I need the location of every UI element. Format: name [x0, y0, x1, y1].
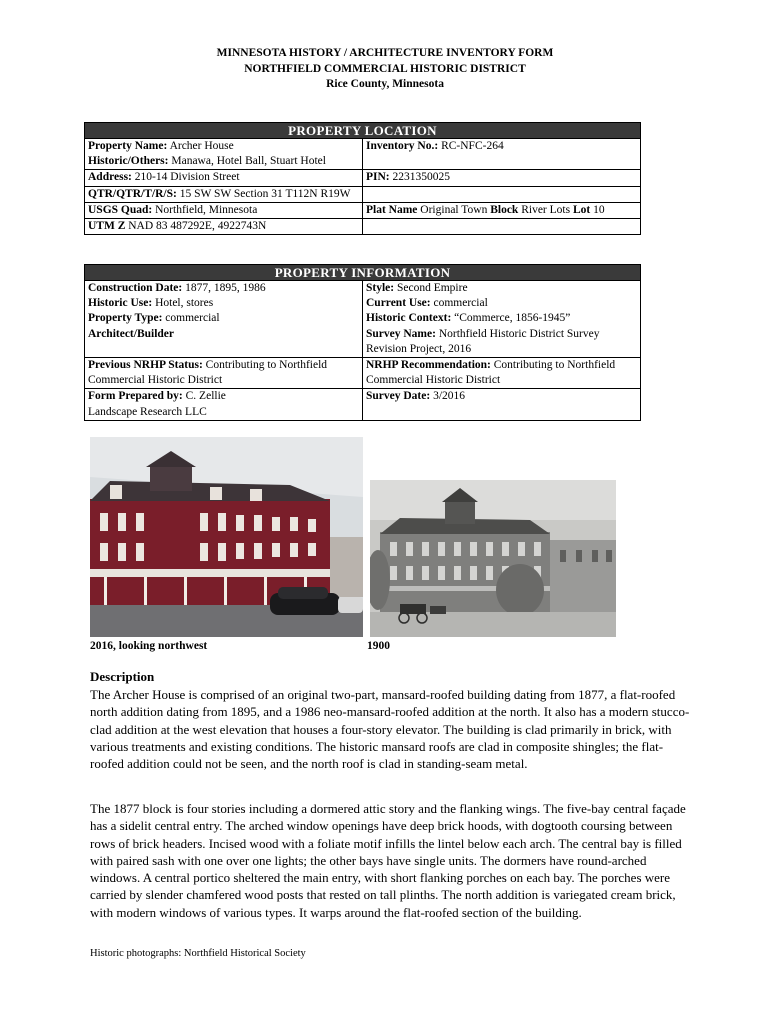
photo-caption-1900: 1900	[367, 640, 390, 652]
historic-use-label: Historic Use:	[88, 297, 153, 310]
description-paragraph-1: The Archer House is comprised of an original two-part, mansard-roofed building dating from 1877, a flat-roofed north addition dating from 1895, and a 1986 neo-mansard-roofed addition at the north. It also has a modern stucco-clad addition at the west elevation that houses a four-story elevator. The building is clad primarily in brick, with various treatments and existing conditions. The historic mansard roofs are clad in composite shingles; the flat-roofed addition could not be seen, and the north roof is clad in standing-seam metal.	[90, 687, 690, 772]
usgs-label: USGS Quad:	[88, 203, 153, 216]
historic-context-label: Historic Context:	[366, 312, 452, 325]
utm-cell	[85, 219, 363, 235]
usgs-value: Northfield, Minnesota	[155, 203, 258, 216]
current-use-label: Current Use:	[366, 297, 431, 310]
photo-credit-footer: Historic photographs: Northfield Historical Society	[90, 948, 306, 959]
plat-name-value: Original Town	[420, 203, 488, 216]
header-county: Rice County, Minnesota	[326, 78, 444, 90]
utm-label: UTM Z	[88, 220, 126, 233]
qtr-cell	[85, 186, 363, 202]
address-value: 210-14 Division Street	[134, 171, 240, 184]
block-label: Block	[490, 203, 519, 216]
inventory-no-cell	[363, 139, 641, 170]
pin-label: PIN:	[366, 171, 390, 184]
style-value: Second Empire	[396, 282, 468, 294]
prepared-org: Landscape Research LLC	[88, 405, 207, 418]
historic-others-value: Manawa, Hotel Ball, Stuart Hotel	[171, 155, 326, 168]
property-type-label: Property Type:	[88, 312, 163, 325]
survey-name-label: Survey Name:	[366, 327, 436, 340]
usgs-cell	[85, 202, 363, 218]
inventory-no-value: RC-NFC-264	[441, 140, 504, 152]
survey-date-label: Survey Date:	[366, 390, 431, 403]
architect-label: Architect/Builder	[88, 327, 175, 340]
plat-name-label: Plat Name	[366, 203, 418, 216]
address-label: Address:	[88, 171, 132, 184]
current-use-value: commercial	[433, 297, 488, 310]
empty-cell	[363, 219, 641, 235]
qtr-label: QTR/QTR/T/R/S:	[88, 187, 177, 200]
info-right-group-1	[363, 281, 641, 358]
prepared-by-cell	[85, 389, 363, 420]
construction-date-value: 1877, 1895, 1986	[185, 282, 266, 294]
form-header	[0, 46, 770, 93]
nrhp-rec-label: NRHP Recommendation:	[366, 359, 491, 372]
lot-label: Lot	[572, 203, 591, 216]
nrhp-rec-value: Contributing to Northfield Commercial Historic District	[366, 359, 616, 387]
info-left-group-1	[85, 281, 363, 358]
style-label: Style:	[366, 282, 395, 294]
prev-nrhp-label: Previous NRHP Status:	[88, 359, 203, 372]
header-title: MINNESOTA HISTORY / ARCHITECTURE INVENTORY FORM	[216, 47, 554, 59]
property-location-title: PROPERTY LOCATION	[85, 123, 641, 139]
construction-date-label: Construction Date:	[88, 282, 183, 294]
photo-1900	[370, 480, 616, 637]
historic-use-value: Hotel, stores	[155, 297, 214, 310]
property-information-title: PROPERTY INFORMATION	[85, 265, 641, 281]
prepared-by-value: C. Zellie	[185, 390, 226, 403]
prev-nrhp-value: Contributing to Northfield Commercial Historic District	[88, 359, 328, 387]
description-heading: Description	[90, 669, 155, 684]
photo-2016	[90, 437, 363, 637]
photo-caption-2016: 2016, looking northwest	[90, 640, 208, 652]
survey-date-value: 3/2016	[433, 390, 466, 403]
inventory-no-label: Inventory No.:	[366, 140, 439, 152]
prev-nrhp-cell	[85, 358, 363, 389]
property-name-value: Archer House	[169, 140, 234, 152]
address-cell	[85, 170, 363, 186]
block-value: River Lots	[521, 203, 571, 216]
property-type-value: commercial	[165, 312, 220, 325]
empty-cell	[363, 186, 641, 202]
plat-cell	[363, 202, 641, 218]
property-information-table	[84, 264, 641, 421]
prepared-by-label: Form Prepared by:	[88, 390, 183, 403]
property-location-table	[84, 122, 641, 235]
pin-value: 2231350025	[392, 171, 451, 184]
nrhp-rec-cell	[363, 358, 641, 389]
survey-date-cell	[363, 389, 641, 420]
historic-context-value: “Commerce, 1856-1945”	[454, 312, 571, 325]
property-name-cell	[85, 139, 363, 170]
property-name-label: Property Name:	[88, 140, 168, 152]
survey-name-value: Northfield Historic District Survey Revision Project, 2016	[366, 327, 600, 355]
qtr-value: 15 SW SW Section 31 T112N R19W	[179, 187, 351, 200]
header-district: NORTHFIELD COMMERCIAL HISTORIC DISTRICT	[244, 62, 526, 75]
description-paragraph-2: The 1877 block is four stories including a dormered attic story and the flanking wings. The five-bay central façade has a sidelit central entry. The arched window openings have deep brick hoods, with dogtooth coursing between rows of brick headers. Incised wood with a foliate motif infills the lintel below each arch. The central bay is filled with paired sash with one over one lights; the other bays have single units. The dormers have round-arched windows. A central portico sheltered the main entry, with short flanking porches on each bay. The porches were carried by slender chamfered wood posts that rested on tall plinths. The north addition is variegated cream brick, with modern windows of various types. It warps around the flat-roofed section of the building.	[90, 801, 686, 920]
pin-cell	[363, 170, 641, 186]
historic-others-label: Historic/Others:	[88, 155, 169, 168]
lot-value: 10	[593, 203, 605, 216]
utm-value: NAD 83 487292E, 4922743N	[128, 220, 267, 233]
